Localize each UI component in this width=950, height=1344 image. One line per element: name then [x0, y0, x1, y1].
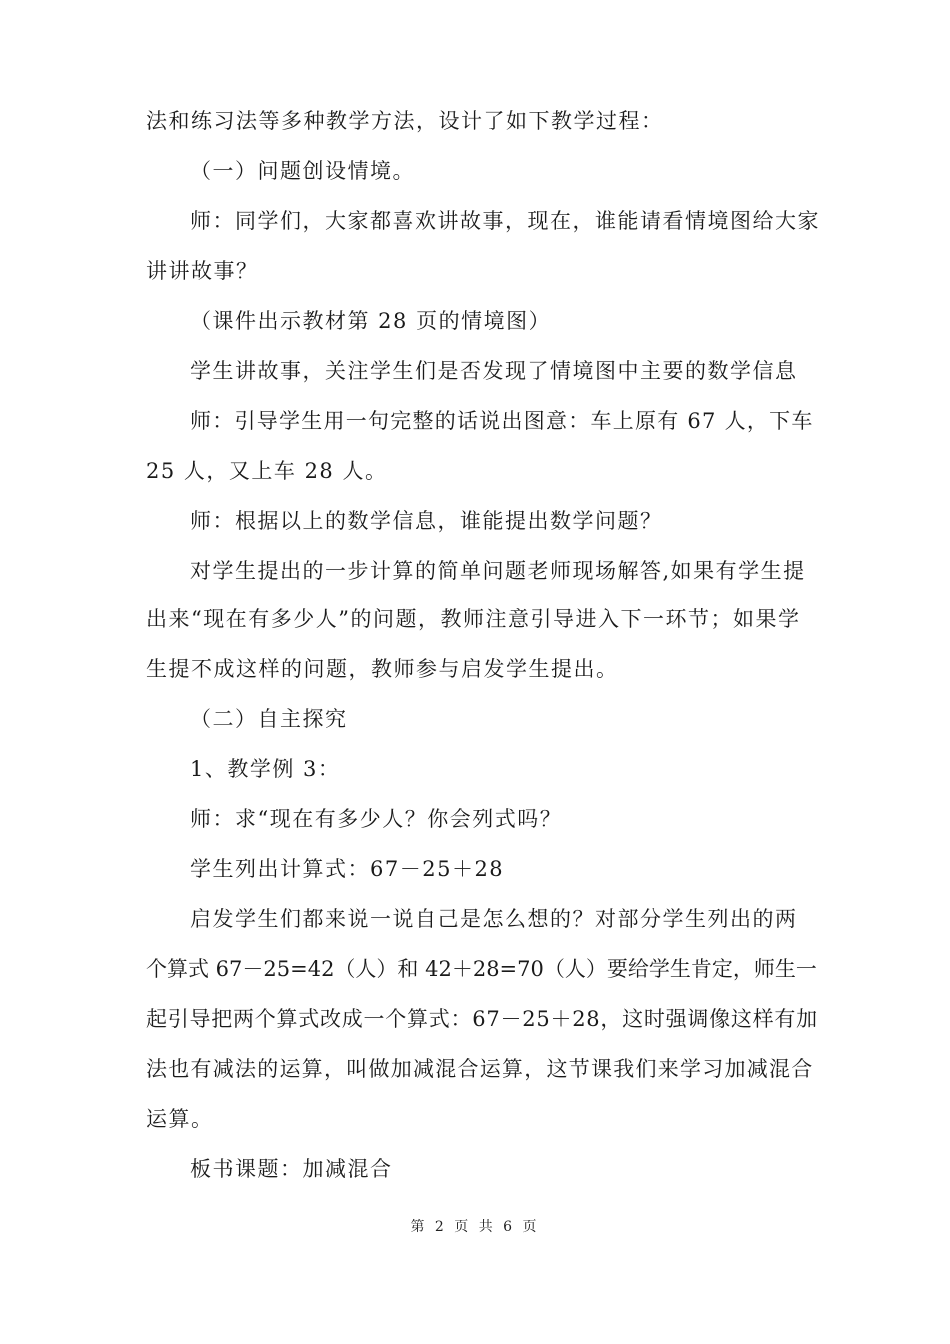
paragraph-line: 师：同学们，大家都喜欢讲故事，现在，谁能请看情境图给大家 — [190, 209, 820, 233]
paragraph-line: 师：求“现在有多少人？你会列式吗？ — [190, 807, 563, 831]
paragraph-line: 学生列出计算式：67－25＋28 — [190, 857, 505, 881]
paragraph-line: 讲讲故事？ — [146, 259, 259, 283]
paragraph-line: （课件出示教材第 28 页的情境图） — [190, 309, 552, 333]
page-number-footer: 第 2 页 共 6 页 — [410, 1219, 540, 1235]
paragraph-line: 法和练习法等多种教学方法，设计了如下教学过程： — [146, 109, 664, 133]
paragraph-line: 板书课题：加减混合 — [190, 1157, 393, 1181]
paragraph-line: 学生讲故事，关注学生们是否发现了情境图中主要的数学信息 — [190, 359, 798, 383]
paragraph-line: 25 人，又上车 28 人。 — [146, 459, 388, 483]
paragraph-line: 生提不成这样的问题，教师参与启发学生提出。 — [146, 657, 619, 681]
paragraph-line: 起引导把两个算式改成一个算式：67－25＋28，这时强调像这样有加 — [146, 1007, 818, 1031]
paragraph-line: 师：引导学生用一句完整的话说出图意：车上原有 67 人，下车 — [190, 409, 814, 433]
paragraph-line: 启发学生们都来说一说自己是怎么想的？对部分学生列出的两 — [190, 907, 798, 931]
paragraph-line: 师：根据以上的数学信息，谁能提出数学问题？ — [190, 509, 663, 533]
paragraph-line: 1、教学例 3： — [190, 757, 341, 781]
section-heading: （一）问题创设情境。 — [190, 159, 415, 183]
section-heading: （二）自主探究 — [190, 707, 348, 731]
paragraph-line: 法也有减法的运算，叫做加减混合运算，这节课我们来学习加减混合 — [146, 1057, 814, 1081]
paragraph-line: 对学生提出的一步计算的简单问题老师现场解答,如果有学生提 — [190, 559, 806, 583]
paragraph-line: 运算。 — [146, 1107, 214, 1131]
paragraph-line: 个算式 67－25=42（人）和 42＋28=70（人）要给学生肯定，师生一 — [146, 957, 817, 981]
paragraph-line: 出来“现在有多少人”的问题，教师注意引导进入下一环节；如果学 — [146, 607, 801, 631]
